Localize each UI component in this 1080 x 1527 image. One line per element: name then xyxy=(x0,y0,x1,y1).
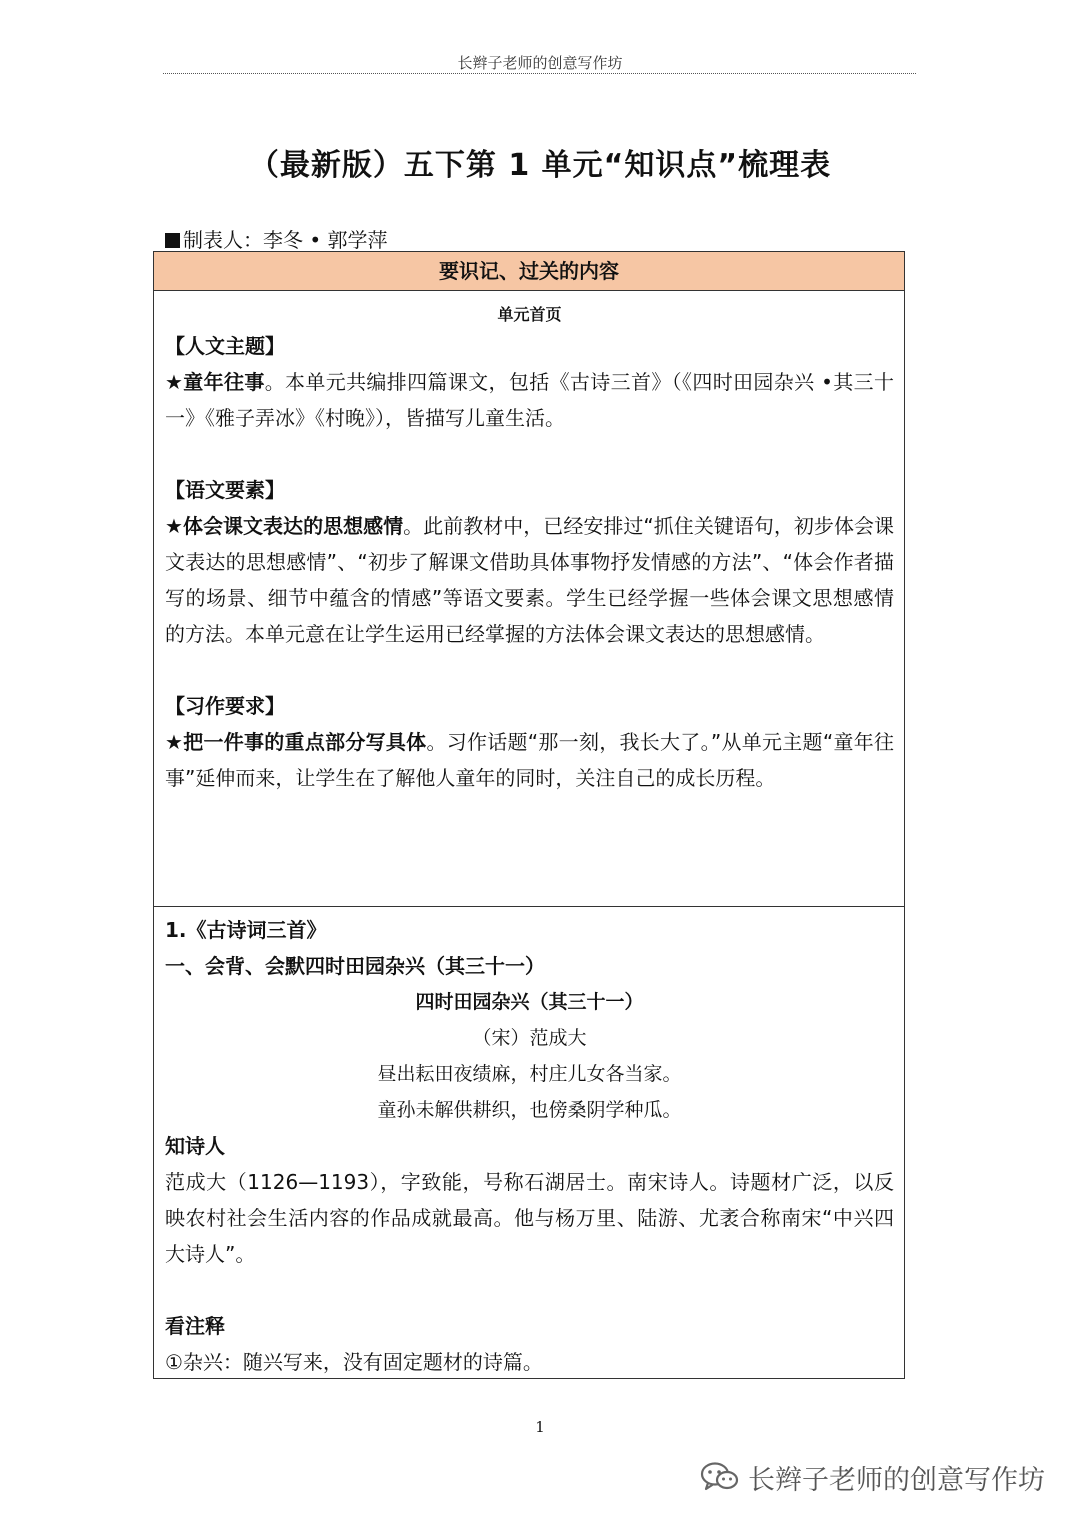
poet-heading: 知诗人 xyxy=(165,1134,225,1158)
spacer xyxy=(165,1272,894,1308)
writing-lead: ★把一件事的重点部分写具体 xyxy=(165,730,427,754)
writing-text: 。习作话题“那一刻，我长大了。”从单元主题“童年往事”延伸而来，让学生在了解他人童年的同时，关注自己的成长历程。 xyxy=(165,730,894,790)
maker-text: 制表人：李冬 • 郭学萍 xyxy=(183,228,388,252)
language-text: 。此前教材中，已经安排过“抓住关键语句，初步体会课文表达的思想感情”、“初步了解课文借助具体事物抒发情感的方法”、“体会作者描写的场景、细节中蕴含的情感”等语文要素。学生已经学握一些体会课文思想感情的方法。本单元意在让学生运用已经掌握的方法体会课文表达的思想感情。 xyxy=(165,514,894,646)
writing-paragraph xyxy=(165,724,894,796)
lesson-heading: 1.《古诗词三首》 xyxy=(165,918,327,942)
wechat-icon xyxy=(700,1461,740,1500)
theme-lead: ★童年往事 xyxy=(165,370,265,394)
spacer xyxy=(165,436,894,472)
poet-paragraph: 范成大（1126—1193），字致能，号称石湖居士。南宋诗人。诗题材广泛，以反映农村社会生活内容的作品成就最高。他与杨万里、陆游、尤袤合称南宋“中兴四大诗人”。 xyxy=(165,1170,894,1266)
lesson-task: 一、会背、会默四时田园杂兴（其三十一） xyxy=(165,954,545,978)
page-number: 1 xyxy=(535,1418,545,1436)
language-lead: ★体会课文表达的思想感情 xyxy=(165,514,404,538)
unit-home-subtitle: 单元首页 xyxy=(497,305,562,324)
language-heading: 【语文要素】 xyxy=(165,478,285,502)
spacer xyxy=(165,652,894,688)
maker-line xyxy=(165,224,388,253)
running-header: 长辫子老师的创意写作坊 xyxy=(457,54,623,72)
watermark-text: 长辫子老师的创意写作坊 xyxy=(748,1465,1045,1496)
knowledge-table-section-2 xyxy=(153,906,905,1379)
theme-paragraph xyxy=(165,364,894,436)
writing-heading: 【习作要求】 xyxy=(165,694,285,718)
watermark xyxy=(700,1458,1045,1500)
note-1: ①杂兴：随兴写来，没有固定题材的诗篇。 xyxy=(165,1350,543,1374)
header-divider xyxy=(163,73,916,74)
poem-author: （宋）范成大 xyxy=(472,1027,587,1049)
theme-heading: 【人文主题】 xyxy=(165,334,285,358)
theme-text: 。本单元共编排四篇课文，包括《古诗三首》（《四时田园杂兴 •其三十一》《雅子弄冰》《村晚》），皆描写儿童生活。 xyxy=(165,370,895,430)
knowledge-table-section-1 xyxy=(153,251,905,907)
table-header: 要识记、过关的内容 xyxy=(154,252,904,291)
language-paragraph xyxy=(165,508,894,652)
square-bullet-icon xyxy=(165,233,180,248)
notes-heading: 看注释 xyxy=(165,1314,225,1338)
document-title: （最新版）五下第 1 单元“知识点”梳理表 xyxy=(248,148,832,183)
poem-title: 四时田园杂兴（其三十一） xyxy=(415,991,644,1013)
poem-line-1: 昼出耘田夜绩麻，村庄儿女各当家。 xyxy=(377,1063,682,1085)
poem-line-2: 童孙未解供耕织，也傍桑阴学种瓜。 xyxy=(377,1099,682,1121)
